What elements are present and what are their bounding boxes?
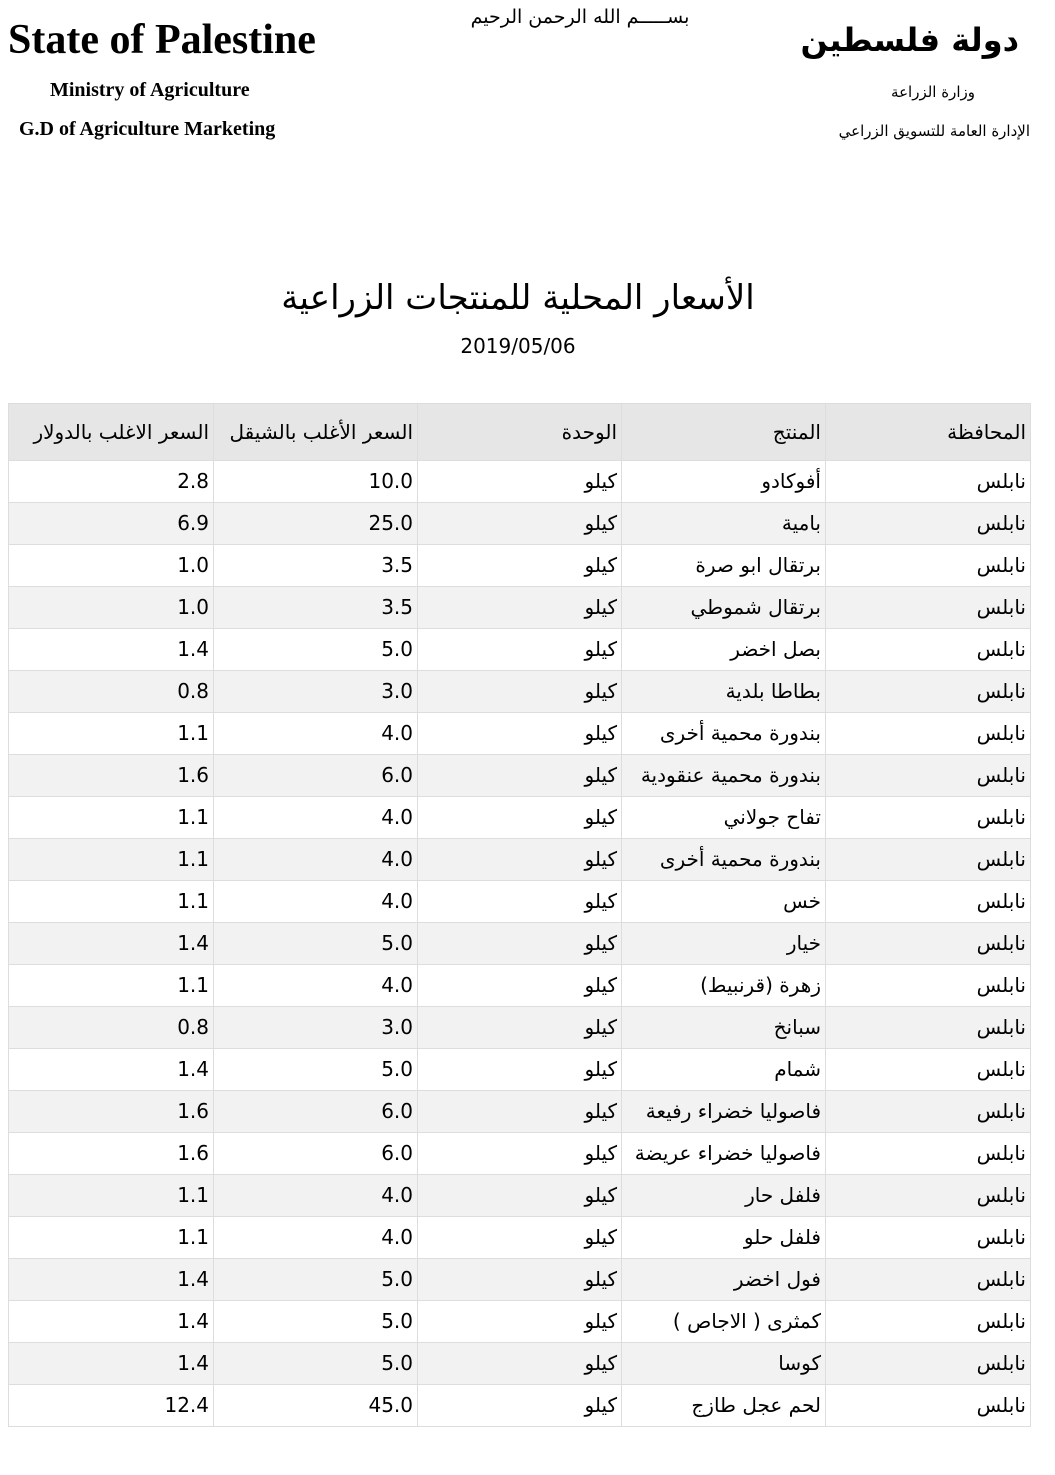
table-row [9, 1217, 1031, 1259]
cell-price-shekel: 25.0 [214, 503, 418, 545]
cell-governorate: نابلس [826, 671, 1031, 713]
cell-product: بامية [622, 503, 826, 545]
cell-governorate: نابلس [826, 713, 1031, 755]
cell-unit: كيلو [418, 1385, 622, 1427]
cell-unit: كيلو [418, 1217, 622, 1259]
cell-price-shekel: 3.5 [214, 587, 418, 629]
header-row [9, 404, 1031, 461]
cell-governorate: نابلس [826, 1259, 1031, 1301]
column-header-product: المنتج [622, 404, 826, 461]
cell-unit: كيلو [418, 713, 622, 755]
cell-governorate: نابلس [826, 755, 1031, 797]
cell-price-shekel: 3.0 [214, 1007, 418, 1049]
table-row [9, 461, 1031, 503]
cell-governorate: نابلس [826, 839, 1031, 881]
cell-price-shekel: 5.0 [214, 1301, 418, 1343]
cell-unit: كيلو [418, 797, 622, 839]
header-arabic-title: دولة فلسطين [800, 21, 1019, 59]
cell-price-shekel: 6.0 [214, 1133, 418, 1175]
table-row [9, 713, 1031, 755]
cell-price-dollar: 1.1 [9, 1217, 214, 1259]
cell-product: بندورة محمية أخرى [622, 839, 826, 881]
cell-product: كمثرى ( الاجاص ) [622, 1301, 826, 1343]
cell-price-dollar: 1.0 [9, 587, 214, 629]
table-row [9, 503, 1031, 545]
cell-product: برتقال شموطي [622, 587, 826, 629]
table-row [9, 1301, 1031, 1343]
report-title: الأسعار المحلية للمنتجات الزراعية [281, 278, 755, 318]
cell-unit: كيلو [418, 1007, 622, 1049]
cell-unit: كيلو [418, 1091, 622, 1133]
cell-governorate: نابلس [826, 503, 1031, 545]
cell-unit: كيلو [418, 503, 622, 545]
prices-table-body [9, 461, 1031, 1427]
table-row [9, 1175, 1031, 1217]
cell-price-shekel: 3.5 [214, 545, 418, 587]
cell-product: فلفل حلو [622, 1217, 826, 1259]
cell-product: بطاطا بلدية [622, 671, 826, 713]
cell-product: فاصوليا خضراء رفيعة [622, 1091, 826, 1133]
cell-price-dollar: 1.1 [9, 965, 214, 1007]
cell-price-dollar: 1.4 [9, 629, 214, 671]
table-row [9, 797, 1031, 839]
table-row [9, 881, 1031, 923]
cell-product: شمام [622, 1049, 826, 1091]
cell-governorate: نابلس [826, 1007, 1031, 1049]
table-row [9, 629, 1031, 671]
cell-unit: كيلو [418, 671, 622, 713]
cell-price-shekel: 5.0 [214, 629, 418, 671]
table-row [9, 1133, 1031, 1175]
cell-governorate: نابلس [826, 1175, 1031, 1217]
cell-governorate: نابلس [826, 1049, 1031, 1091]
cell-price-dollar: 12.4 [9, 1385, 214, 1427]
cell-price-shekel: 5.0 [214, 1259, 418, 1301]
cell-product: برتقال ابو صرة [622, 545, 826, 587]
cell-product: لحم عجل طازج [622, 1385, 826, 1427]
table-row [9, 1049, 1031, 1091]
cell-unit: كيلو [418, 755, 622, 797]
cell-price-dollar: 1.4 [9, 1301, 214, 1343]
header-english-ministry: Ministry of Agriculture [50, 79, 250, 101]
cell-price-shekel: 45.0 [214, 1385, 418, 1427]
table-row [9, 839, 1031, 881]
cell-price-dollar: 1.1 [9, 797, 214, 839]
header-basmala: بســـــم الله الرحمن الرحيم [470, 6, 690, 28]
cell-product: خس [622, 881, 826, 923]
cell-product: تفاح جولاني [622, 797, 826, 839]
cell-price-shekel: 5.0 [214, 923, 418, 965]
table-row [9, 923, 1031, 965]
cell-product: بندورة محمية أخرى [622, 713, 826, 755]
table-row [9, 1007, 1031, 1049]
cell-price-shekel: 6.0 [214, 1091, 418, 1133]
cell-price-shekel: 4.0 [214, 797, 418, 839]
cell-governorate: نابلس [826, 797, 1031, 839]
cell-price-dollar: 1.4 [9, 1049, 214, 1091]
cell-price-shekel: 4.0 [214, 713, 418, 755]
cell-governorate: نابلس [826, 1301, 1031, 1343]
cell-governorate: نابلس [826, 461, 1031, 503]
cell-price-shekel: 10.0 [214, 461, 418, 503]
table-row [9, 755, 1031, 797]
cell-unit: كيلو [418, 1133, 622, 1175]
column-header-price-dollar: السعر الاغلب بالدولار [9, 404, 214, 461]
cell-governorate: نابلس [826, 629, 1031, 671]
cell-product: بندورة محمية عنقودية [622, 755, 826, 797]
cell-price-dollar: 1.1 [9, 1175, 214, 1217]
cell-price-dollar: 2.8 [9, 461, 214, 503]
prices-table [8, 403, 1031, 1427]
header-arabic-ministry: وزارة الزراعة [891, 83, 975, 101]
cell-product: فلفل حار [622, 1175, 826, 1217]
cell-price-dollar: 0.8 [9, 671, 214, 713]
cell-unit: كيلو [418, 587, 622, 629]
cell-unit: كيلو [418, 629, 622, 671]
table-row [9, 1091, 1031, 1133]
cell-price-dollar: 1.6 [9, 1133, 214, 1175]
cell-product: كوسا [622, 1343, 826, 1385]
cell-unit: كيلو [418, 1259, 622, 1301]
table-row [9, 671, 1031, 713]
cell-unit: كيلو [418, 545, 622, 587]
cell-price-shekel: 6.0 [214, 755, 418, 797]
cell-governorate: نابلس [826, 1217, 1031, 1259]
cell-product: زهرة (قرنبيط) [622, 965, 826, 1007]
column-header-unit: الوحدة [418, 404, 622, 461]
cell-price-shekel: 3.0 [214, 671, 418, 713]
table-row [9, 965, 1031, 1007]
cell-price-dollar: 1.1 [9, 881, 214, 923]
header-english-title: State of Palestine [8, 17, 316, 63]
header-english-department: G.D of Agriculture Marketing [19, 118, 276, 140]
cell-unit: كيلو [418, 881, 622, 923]
cell-governorate: نابلس [826, 1385, 1031, 1427]
cell-governorate: نابلس [826, 1133, 1031, 1175]
cell-price-shekel: 5.0 [214, 1049, 418, 1091]
column-header-governorate: المحافظة [826, 404, 1031, 461]
cell-governorate: نابلس [826, 923, 1031, 965]
cell-price-dollar: 1.1 [9, 713, 214, 755]
cell-price-dollar: 1.4 [9, 1259, 214, 1301]
cell-product: أفوكادو [622, 461, 826, 503]
column-header-price-shekel: السعر الأغلب بالشيقل [214, 404, 418, 461]
cell-unit: كيلو [418, 1175, 622, 1217]
table-row [9, 1385, 1031, 1427]
cell-product: سبانخ [622, 1007, 826, 1049]
cell-price-dollar: 1.1 [9, 839, 214, 881]
cell-product: فول اخضر [622, 1259, 826, 1301]
cell-price-shekel: 4.0 [214, 1217, 418, 1259]
table-row [9, 587, 1031, 629]
cell-price-dollar: 1.4 [9, 923, 214, 965]
cell-price-dollar: 1.4 [9, 1343, 214, 1385]
report-date: 2019/05/06 [460, 334, 576, 358]
cell-product: خيار [622, 923, 826, 965]
cell-unit: كيلو [418, 1049, 622, 1091]
cell-governorate: نابلس [826, 965, 1031, 1007]
cell-unit: كيلو [418, 923, 622, 965]
cell-unit: كيلو [418, 965, 622, 1007]
cell-price-shekel: 5.0 [214, 1343, 418, 1385]
cell-price-dollar: 0.8 [9, 1007, 214, 1049]
header-arabic-department: الإدارة العامة للتسويق الزراعي [838, 122, 1030, 140]
table-row [9, 545, 1031, 587]
cell-price-shekel: 4.0 [214, 965, 418, 1007]
cell-governorate: نابلس [826, 1091, 1031, 1133]
cell-price-shekel: 4.0 [214, 839, 418, 881]
cell-product: بصل اخضر [622, 629, 826, 671]
cell-price-shekel: 4.0 [214, 881, 418, 923]
cell-unit: كيلو [418, 1343, 622, 1385]
cell-price-dollar: 1.6 [9, 755, 214, 797]
cell-governorate: نابلس [826, 881, 1031, 923]
cell-governorate: نابلس [826, 545, 1031, 587]
table-row [9, 1343, 1031, 1385]
cell-price-dollar: 1.6 [9, 1091, 214, 1133]
cell-governorate: نابلس [826, 1343, 1031, 1385]
cell-price-shekel: 4.0 [214, 1175, 418, 1217]
cell-price-dollar: 6.9 [9, 503, 214, 545]
cell-unit: كيلو [418, 461, 622, 503]
cell-price-dollar: 1.0 [9, 545, 214, 587]
cell-product: فاصوليا خضراء عريضة [622, 1133, 826, 1175]
prices-table-header [9, 404, 1031, 461]
cell-unit: كيلو [418, 1301, 622, 1343]
cell-unit: كيلو [418, 839, 622, 881]
table-row [9, 1259, 1031, 1301]
cell-governorate: نابلس [826, 587, 1031, 629]
